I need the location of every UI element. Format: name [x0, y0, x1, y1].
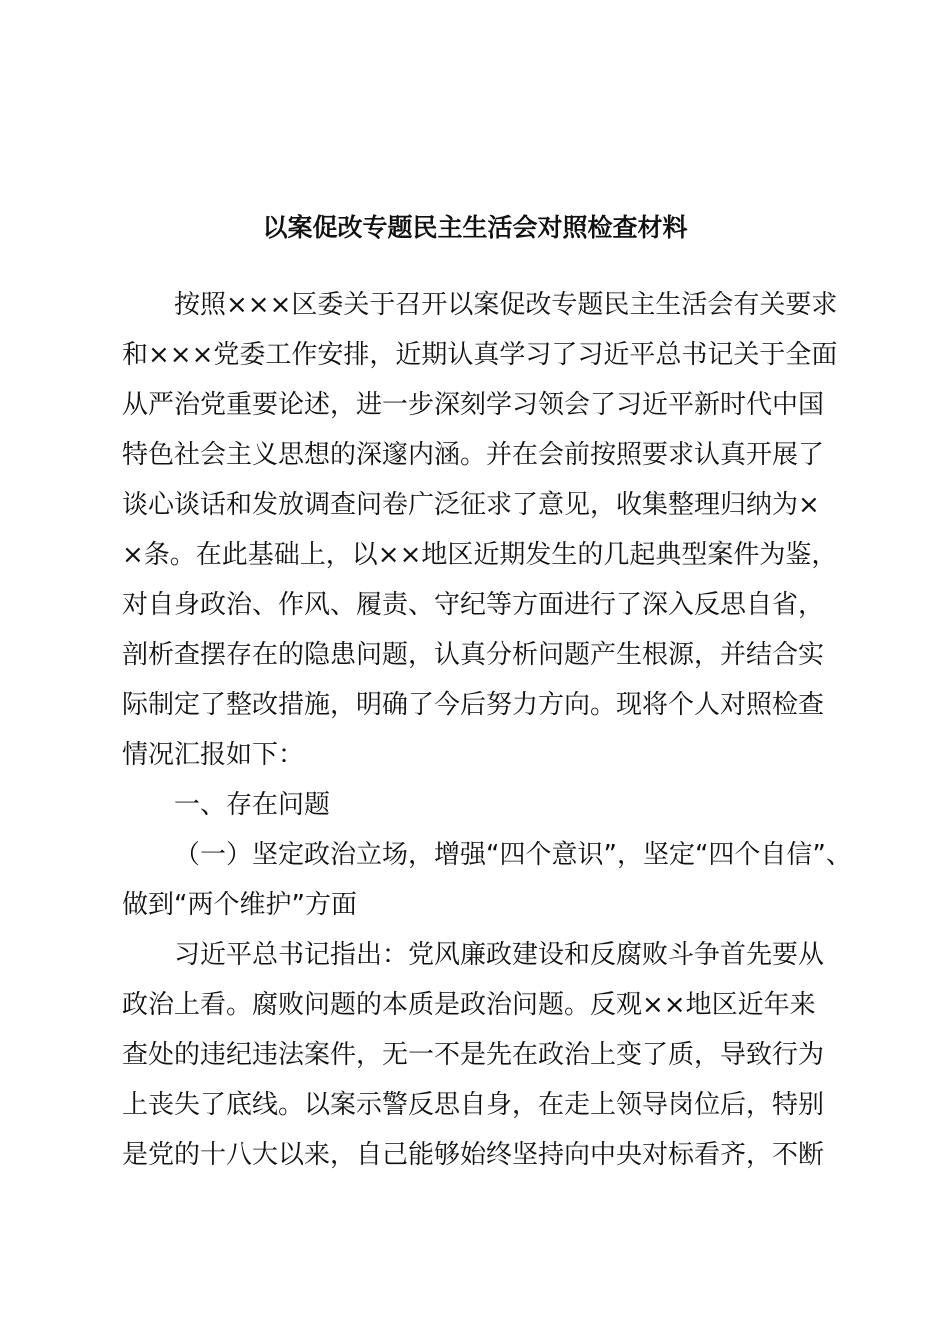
body-line: 查处的违纪违法案件，无一不是先在政治上变了质，导致行为	[122, 1040, 825, 1070]
body-line: 剖析查摆存在的隐患问题，认真分析问题产生根源，并结合实	[122, 640, 825, 670]
body-line: 习近平总书记指出：党风廉政建设和反腐败斗争首先要从	[174, 940, 825, 970]
body-line: 谈心谈话和发放调查问卷广泛征求了意见，收集整理归纳为×	[122, 490, 820, 520]
body-line: ×条。在此基础上，以××地区近期发生的几起典型案件为鉴，	[122, 540, 838, 570]
body-line: 对自身政治、作风、履责、守纪等方面进行了深入反思自省，	[122, 590, 825, 620]
body-line: 上丧失了底线。以案示警反思自身，在走上领导岗位后，特别	[122, 1090, 825, 1120]
body-line: 从严治党重要论述，进一步深刻学习领会了习近平新时代中国	[122, 390, 825, 420]
body-line: 际制定了整改措施，明确了今后努力方向。现将个人对照检查	[122, 690, 825, 720]
body-line: 按照×××区委关于召开以案促改专题民主生活会有关要求	[174, 290, 838, 320]
body-line: 特色社会主义思想的深邃内涵。并在会前按照要求认真开展了	[122, 440, 825, 470]
subsection-heading-continued: 做到“两个维护”方面	[122, 890, 357, 920]
body-line: 和×××党委工作安排，近期认真学习了习近平总书记关于全面	[122, 340, 838, 370]
body-line: 情况汇报如下：	[122, 740, 305, 770]
body-line: 是党的十八大以来，自己能够始终坚持向中央对标看齐，不断	[122, 1140, 825, 1170]
body-line: 政治上看。腐败问题的本质是政治问题。反观××地区近年来	[122, 990, 816, 1020]
section-heading: 一、存在问题	[174, 790, 331, 820]
document-title: 以案促改专题民主生活会对照检查材料	[262, 213, 688, 242]
subsection-heading: （一）坚定政治立场，增强“四个意识”，坚定“四个自信”、	[174, 840, 852, 870]
